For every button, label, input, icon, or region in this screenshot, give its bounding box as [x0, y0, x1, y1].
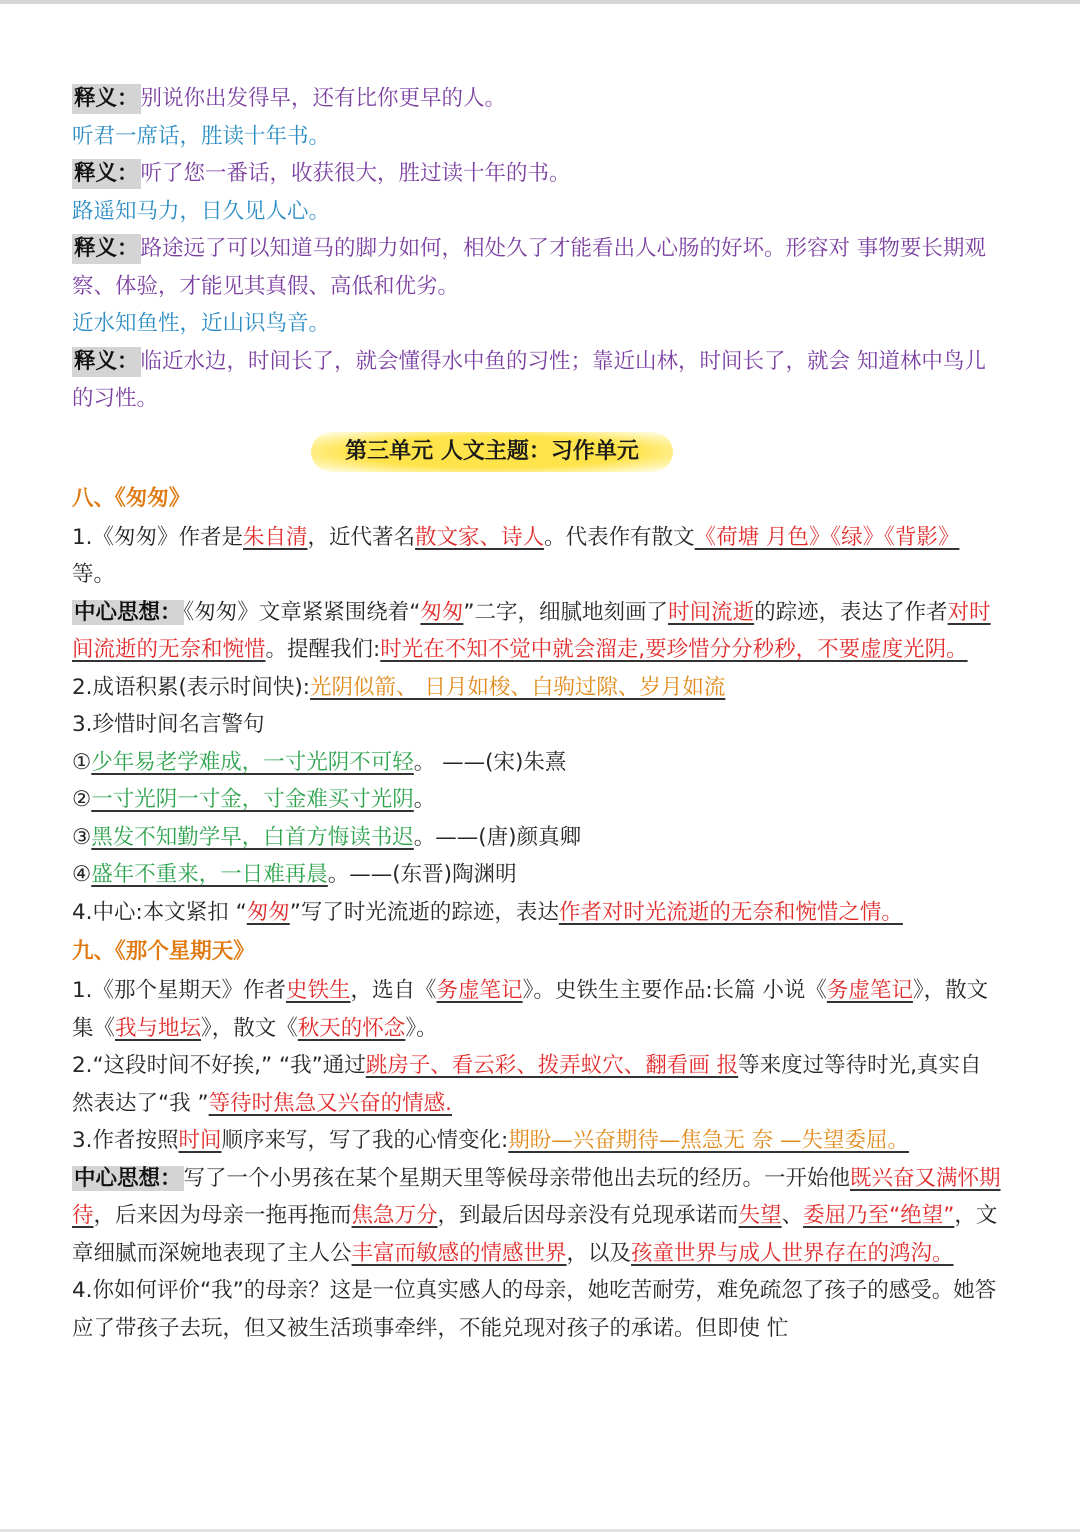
text: 的踪迹，表达了作者 — [754, 599, 948, 625]
top-border — [0, 0, 1080, 4]
text: 写了一个小男孩在某个星期天里等候母亲带他出去玩的经历。一开始他 — [183, 1165, 851, 1191]
idiom-line — [72, 669, 1002, 707]
text: 。——(东晋)陶渊明 — [327, 862, 517, 887]
explanation-tag: 释义： — [72, 84, 141, 114]
sunday-author-line — [72, 972, 1002, 1047]
quote-line — [72, 781, 1002, 819]
unit-banner: 第三单元 人文主题：习作单元 — [311, 432, 673, 472]
highlight: 时间 — [178, 1128, 222, 1153]
highlight: 散文家、诗人 — [415, 524, 545, 550]
explanation-line — [72, 230, 1002, 305]
highlight: 既兴奋又满怀期待 — [72, 1165, 1001, 1228]
text: 《匆匆》文章紧紧围绕着“ — [183, 599, 421, 625]
congcong-summary-line — [72, 894, 1002, 932]
highlight: 孩童世界与成人世界存在的鸿沟。 — [631, 1240, 954, 1266]
unit-banner-wrap — [72, 432, 1002, 474]
highlight: 跳房子、看云彩、拨弄蚁穴、翻看画 报 — [365, 1053, 739, 1078]
explanation-text: 临近水边，时间长了，就会懂得水中鱼的习性；靠近山林，时间长了，就会 知道林中鸟儿的习性。 — [72, 348, 986, 411]
text: 等。 — [72, 562, 116, 587]
highlight: 时光在不知不觉中就会溜走,要珍惜分分秒秒，不要虚度光阴。 — [380, 637, 968, 662]
text: ，文章细腻而深婉地表现了主人公 — [72, 1203, 998, 1266]
text: ”二字，细腻地刻画了 — [463, 599, 669, 625]
highlight: 焦急万分 — [351, 1203, 438, 1228]
text: 等来度过等待时光,真实自然表达了“我 ” — [72, 1053, 982, 1116]
proverb-line: 近水知鱼性，近山识鸟音。 — [72, 311, 331, 336]
highlight: 我与地坛 — [115, 1015, 202, 1041]
quotes-heading: 3.珍惜时间名言警句 — [72, 712, 265, 737]
highlight: 失望 — [738, 1203, 782, 1228]
explanation-text: 路途远了可以知道马的脚力如何，相处久了才能看出人心肠的好坏。形容对 事物要长期观察、体验，才能见其真假、高低和优劣。 — [72, 236, 986, 299]
explanation-line — [72, 155, 1002, 193]
highlight: 期盼—兴奋期待—焦急无 奈 —失望委屈。 — [508, 1128, 909, 1153]
highlight: 委屈乃至“绝望” — [803, 1203, 955, 1228]
congcong-author-line — [72, 519, 1002, 594]
explanation-text: 别说你出发得早，还有比你更早的人。 — [140, 86, 507, 111]
text: ，后来因为母亲一拖再拖而 — [93, 1203, 352, 1228]
text: 》。 — [405, 1015, 438, 1041]
text: ，到最后因母亲没有兑现承诺而 — [437, 1203, 739, 1228]
sunday-waiting-line — [72, 1047, 1002, 1122]
sunday-center-line — [72, 1160, 1002, 1273]
explanation-line — [72, 343, 1002, 418]
section-heading-sunday: 九、《那个星期天》 — [72, 939, 255, 964]
text: 。代表作有散文 — [544, 524, 695, 550]
section-heading-congcong: 八、《匆匆》 — [72, 485, 191, 511]
explanation-tag: 释义： — [72, 159, 141, 189]
explanation-line — [72, 80, 1002, 118]
highlight: 秋天的怀念 — [297, 1015, 406, 1041]
explanation-tag: 释义： — [72, 234, 141, 264]
text: 》，散文集《 — [72, 978, 989, 1041]
text: ③ — [72, 824, 92, 850]
highlight: 光阴似箭、 日月如梭、白驹过隙、岁月如流 — [310, 674, 726, 700]
text: 。 — [413, 787, 436, 812]
highlight: 匆匆 — [420, 599, 464, 625]
highlight: 等待时焦急又兴奋的情感. — [208, 1090, 452, 1116]
explanation-text: 听了您一番话，收获很大，胜过读十年的书。 — [140, 161, 571, 186]
text: ，近代著名 — [307, 524, 416, 550]
quote-line — [72, 744, 1002, 782]
highlight: 丰富而敏感的情感世界 — [351, 1240, 567, 1266]
center-tag: 中心思想： — [74, 599, 182, 625]
explanation-tag: 释义： — [72, 347, 141, 377]
text: 、 — [781, 1203, 804, 1228]
highlight: 史铁生 — [286, 978, 351, 1003]
highlight: 朱自清 — [243, 524, 308, 550]
text: 1.《那个星期天》作者 — [72, 978, 287, 1003]
center-tag: 中心思想： — [74, 1165, 182, 1191]
highlight: 时间流逝 — [668, 599, 755, 625]
proverb-line: 听君一席话，胜读十年书。 — [72, 123, 331, 149]
highlight: 匆匆 — [246, 899, 290, 925]
text: ② — [72, 787, 92, 812]
highlight: 盛年不重来，一日难再晨 — [91, 862, 328, 887]
text: 》，散文《 — [201, 1015, 298, 1041]
text: 顺序来写，写了我的心情变化: — [221, 1128, 509, 1153]
text: ④ — [72, 862, 92, 887]
highlight: 作者对时光流逝的无奈和惋惜之情。 — [558, 899, 903, 925]
text: 。 ——(宋)朱熹 — [413, 749, 567, 775]
text: 4.中心:本文紧扣 “ — [72, 899, 247, 925]
text: 2.“这段时间不好挨,” “我”通过 — [72, 1053, 366, 1078]
text: 》。史铁生主要作品:长篇 小说《 — [522, 978, 827, 1003]
text: ，选自《 — [350, 978, 437, 1003]
quote-line — [72, 819, 1002, 857]
quote-line — [72, 856, 1002, 894]
text: 3.作者按照 — [72, 1128, 179, 1153]
highlight: 黑发不知勤学早，白首方悔读书迟 — [91, 824, 414, 850]
text: 。——(唐)颜真卿 — [413, 824, 582, 850]
congcong-center-line — [72, 594, 1002, 669]
sunday-order-line — [72, 1122, 1002, 1160]
highlight: 务虚笔记 — [436, 978, 523, 1003]
highlight: 《荷塘 月色》《绿》《背影》 — [694, 524, 960, 550]
document-page — [72, 80, 1002, 1347]
text: 2.成语积累(表示时间快): — [72, 674, 311, 700]
text: ① — [72, 749, 92, 775]
highlight: 务虚笔记 — [826, 978, 913, 1003]
text: ”写了时光流逝的踪迹，表达 — [289, 899, 559, 925]
highlight: 少年易老学难成，一寸光阴不可轻 — [91, 749, 414, 775]
highlight: 对时间流逝的无奈和惋惜 — [72, 599, 991, 662]
text: 。提醒我们: — [265, 637, 381, 662]
text: ，以及 — [566, 1240, 632, 1266]
sunday-mother-line: 4.你如何评价“我”的母亲？这是一位真实感人的母亲，她吃苦耐劳，难免疏忽了孩子的感受。她答 应了带孩子去玩，但又被生活琐事牵绊，不能兑现对孩子的承诺。但即使 忙 — [72, 1278, 997, 1341]
text: 1.《匆匆》作者是 — [72, 524, 244, 550]
highlight: 一寸光阴一寸金，寸金难买寸光阴 — [91, 787, 414, 812]
proverb-line: 路遥知马力，日久见人心。 — [72, 198, 331, 224]
